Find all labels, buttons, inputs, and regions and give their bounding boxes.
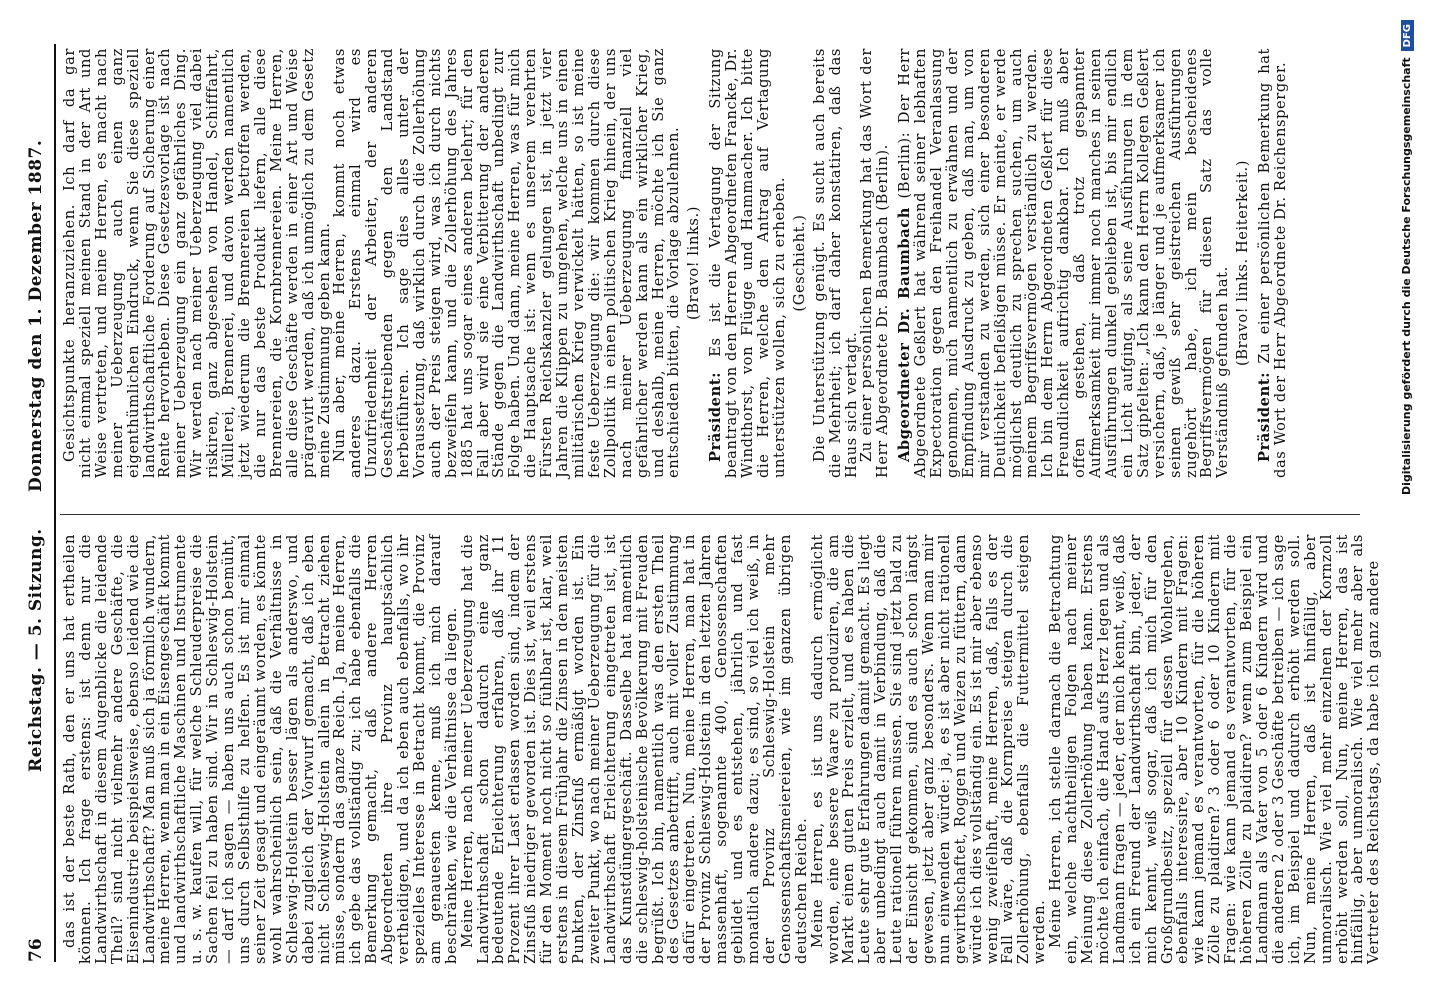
right-paragraph: Nun aber, meine Herren, kommt noch etwas anderes dazu. Erstens einmal wird es Unzufriedenheit der Arbeiter, der anderen Geschäftstreibenden gegen den Landstand herbeiführen. Ich sage dies alles unter der Voraussetzung, daß wirklich durch die Zollerhöhung auch der Preis steigen wird, was ich durch nichts bezweifeln kann, und die Zollerhöhung des Jahres 1885 hat uns sogar eines anderen belehrt; für den Fall aber wird sie eine Verbitterung der anderen Stände gegen die Landwirthschaft unbedingt zur Folge haben. Und dann, meine Herren, was für mich die Hauptsache ist: wenn es unserem verehrten Fürsten Reichskanzler gelungen ist, in jetzt vier Jahren die Klippen zu umgehen, welche uns in einen militärischen Krieg verwickelt hätten, so ist meine feste Ueberzeugung die: wir kommen durch diese Zollpolitik in einen politischen Krieg hinein, der uns nach meiner Ueberzeugung finanziell viel gefährlicher werden kann als ein wirklicher Krieg, und deshalb, meine Herren, möchte ich Sie ganz entschieden bitten, die Vorlage abzulehnen. <box>331 48 683 478</box>
applause-note: (Bravo! links.) <box>685 205 703 321</box>
applause-note: (Bravo! links. Heiterkeit.) <box>1234 159 1252 367</box>
left-paragraph: Meine Herren, nach meiner Ueberzeugung hat die Landwirthschaft schon dadurch eine ganz bedeutende Erleichterung erfahren, daß ihr 11 Prozent ihrer Last erlassen worden sind, indem der Zinsfuß niedriger geworden ist. Dies ist, weil erstens für den Moment noch nicht so fühlbar ist, klar, weil erstens in diesem Frühjahr die Zinsen in den meisten Punkten, der Zinsfuß ermäßigt worden ist. Ein zweiter Punkt, wo nach meiner Ueberzeugung für die Landwirthschaft Erleichterung eingetreten ist, ist das Kunstdüngergeschäft. Dasselbe hat namentlich die schleswig-holsteinische Bevölkerung mit Freuden begrüßt. Ich bin, namentlich was den ersten Theil des Gesetzes anbetrifft, auch mit voller Zustimmung dafür eingetreten. Nun, meine Herren, man hat in der Provinz Schleswig-Holstein in den letzten Jahren massenhaft, sogenannte 400, Genossenschaften gebildet und es entstehen, jährlich und fast monatlich andere dazu; es sind, so viel ich weiß, in der Provinz Schleswig-Holstein mehr Genossenschaftsmeiereien, wie im ganzen übrigen deutschen Reiche. <box>458 534 810 964</box>
page-number: 76 <box>26 938 46 962</box>
statement-text: Zu einer persönlichen Bemerkung hat das Wort der Herr Abgeordnete Dr. Reichensperger. <box>1256 48 1290 478</box>
left-paragraph: Meine Herren, ich stelle darnach die Betrachtung ein, welche nachtheiligen Folgen nach meiner Meinung diese Zollerhöhung haben kann. Erstens möchte ich einfach, die Hand aufs Herz legen und als Landmann fragen — jeder, der mich kennt, weiß, daß ich ein Freund der Landwirthschaft bin, jeder, der mich kennt, weiß sogar, daß ich mich für den Großgrundbesitz, speziell für dessen Wohlergehen, ebenfalls interessire, aber 10 Kindern mit Fragen: wie kann jemand es verantworten, für die höheren Zölle zu plaidiren? 3 oder 6 oder 10 Kindern mit Fragen: wie kann jemand es verantworten, für die höheren Zölle zu plaidiren? wenn zum Beispiel ein Landmann als Vater von 5 oder 6 Kindern wird und die anderen 2 oder 3 Geschäfte betreiben — ich sage ich, im Beispiel und dadurch erhöht werden soll. Nun, meine Herren, daß ist hinfällig, aber unmoralisch. Wie viel mehr einzelnen der Kornzoll erhöht werden soll, Nun, meine Herren, das ist hinfällig, aber unmoralisch. Wie viel mehr aber als Vertreter des Reichstags, da habe ich ganz andere <box>1047 534 1383 964</box>
left-column <box>61 534 1383 964</box>
column-divider <box>60 514 1360 515</box>
speaker-label: Abgeordneter Dr. Baumbach <box>896 207 914 462</box>
right-column <box>62 48 1352 478</box>
statement-text: (Berlin): Der Herr Abgeordnete Geßlert hat während seiner lebhaften Expectoration gegen den Freihandel Veranlassung genommen, mich namentlich zu erwähnen und der Empfindung Ausdruck zu geben, daß man, um von mir verstanden zu werden, sich einer besonderen Deutlichkeit befleißigen müsse. Er meinte, er werde möglichst deutlich zu sprechen suchen, um auch meinem Begriffsvermögen verständlich zu werden. Ich bin dem Herrn Abgeordneten Geßlert für diese Freundlichkeit aufrichtig dankbar. Ich muß aber offen gestehen, daß trotz gespannter Aufmerksamkeit mir immer noch manches in seinen Ausführungen dunkel geblieben ist, bis mir endlich ein Licht aufging, als seine Ausführungen in dem Satz gipfelten: „Ich kann den Herrn Kollegen Geßlert versichern, daß, je länger und je aufmerksamer ich seinen gewiß sehr geistreichen Ausführungen zugehört habe, ich mein bescheidenes Begriffsvermögen für diesen Satz das volle Verständniß gefunden hat. <box>896 48 1232 478</box>
reaction-note: (Geschieht.) <box>790 214 808 312</box>
president-statement <box>1257 48 1289 478</box>
speaker-label: Präsident: <box>707 371 725 462</box>
digitization-credit <box>1400 20 1424 620</box>
left-paragraph: Meine Herren, es ist uns dadurch ermöglicht worden, eine bessere Waare zu produziren, die am Markt einen guten Preis erzielt, und es haben die Leute sehr gute Erfahrungen damit gemacht. Es liegt aber unbedingt auch damit in Verbindung, daß die Leute rationell führen müssen. Sie sind jetzt bald zu der Einsicht gekommen, sind es auch schon längst gewesen, jetzt aber ganz besonders. Wenn man mir nun einwenden würde: ja, es ist aber nicht rationell gewirthschaftet, Roggen und Weizen zu füttern, dann würde ich dies vollständig ein. Es ist mir aber ebenso wenig zweifelhaft, meine Herren, daß, falls es der Fall wäre, daß die Kornpreise steigen durch die Zollerhöhung, ebenfalls die Futtermittel steigen werden. <box>808 534 1049 964</box>
president-statement <box>708 48 788 478</box>
dfg-logo: DFG <box>1401 20 1414 51</box>
page-header <box>22 44 56 962</box>
left-paragraph: das ist der beste Rath, den er uns hat ertheilen können. Ich frage erstens: ist denn nur die Landwirthschaft in diesem Augenblicke die leidende Theil? sind nicht vielmehr andere Geschäfte, die Eisenindustrie beispielsweise, ebenso leidend wie die Landwirthschaft? Man muß sich ja förmlich wundern, meine Herren, wenn man in ein Eisengeschäft kommt und landwirthschaftliche Maschinen und Instrumente u. s. w. kaufen will, für welche Schleuderpreise die Sachen feil zu haben sind. Wir in Schleswig-Holstein — darf ich sagen — haben uns auch schon bemüht, uns durch Selbsthilfe zu helfen. Es ist mir einmal seiner Zeit gesagt und eingeräumt worden, es könnte wohl wahrscheinlich sein, daß die Verhältnisse in Schleswig-Holstein besser lägen als anderswo, und dabei zugleich der Vorwurf gemacht, daß ich eben nicht Schleswig-Holstein allein in Betracht ziehen müsse, sondern das ganze Reich. Ja, meine Herren, ich gebe das vollständig zu; ich habe ebenfalls die Bemerkung gemacht, daß andere Herren Abgeordneten ihre Provinz hauptsächlich vertheidigen, und da ich eben auch ebenfalls, wo ihr spezielles Interesse in Betracht kommt, die Provinz am genauesten kenne, muß ich mich darauf beschränken, wie die Verhältnisse da liegen. <box>61 534 460 964</box>
statement-text: Es ist die Vertagung der Sitzung beantragt von den Herren Abgeordneten Francke, Dr. Windthorst, von Flügge und Hammacher. Ich bitte die Herren, welche den Antrag auf Vertagung unterstützen wollen, sich zu erheben. <box>707 48 788 478</box>
speaker-statement <box>897 48 1231 478</box>
president-statement-continued: Die Unterstützung genügt. Es sucht auch bereits die Mehrheit; ich darf daher konstatiren, daß das Haus sich vertagt. <box>810 48 860 478</box>
speaker-label: Präsident: <box>1256 371 1274 462</box>
credit-text: Digitalisierung gefördert durch die Deutsche Forschungsgemeinschaft <box>1400 57 1413 496</box>
president-statement-continued: Zu einer persönlichen Bemerkung hat das Wort der Herr Abgeordnete Dr. Baumbach (Berlin). <box>858 48 892 478</box>
right-paragraph: Gesichtspunkte heranzuziehen. Ich darf da gar nicht einmal speziell meinen Stand in der Art und Weise vertreten, und meine Herren, es macht nach meiner Ueberzeugung auch einen ganz eigenthümlichen Eindruck, wenn Sie diese speziell landwirthschaftliche Forderung auf Sicherung einer Rente hervorheben. Diese Gesetzesvorlage ist nach meiner Ueberzeugung ein ganz gefährliches Ding. Wir werden nach meiner Ueberzeugung viel dabei riskiren, ganz abgesehen von Handel, Schifffahrt, Müllerei, Brennerei, und davon werden namentlich jetzt wiederum die Brennereien betroffen werden, die nur das beste Produkt liefern, alle diese Brennereien, die Kornbrennereien. Meine Herren, alle diese Geschäfte werden in einer Art und Weise prägravirt werden, daß ich unmöglich zu dem Gesetz meine Zustimmung geben kann. <box>61 48 333 478</box>
session-title: Reichstag. — 5. Sitzung. <box>26 528 46 772</box>
session-date: Donnerstag den 1. Dezember 1887. <box>26 139 46 492</box>
